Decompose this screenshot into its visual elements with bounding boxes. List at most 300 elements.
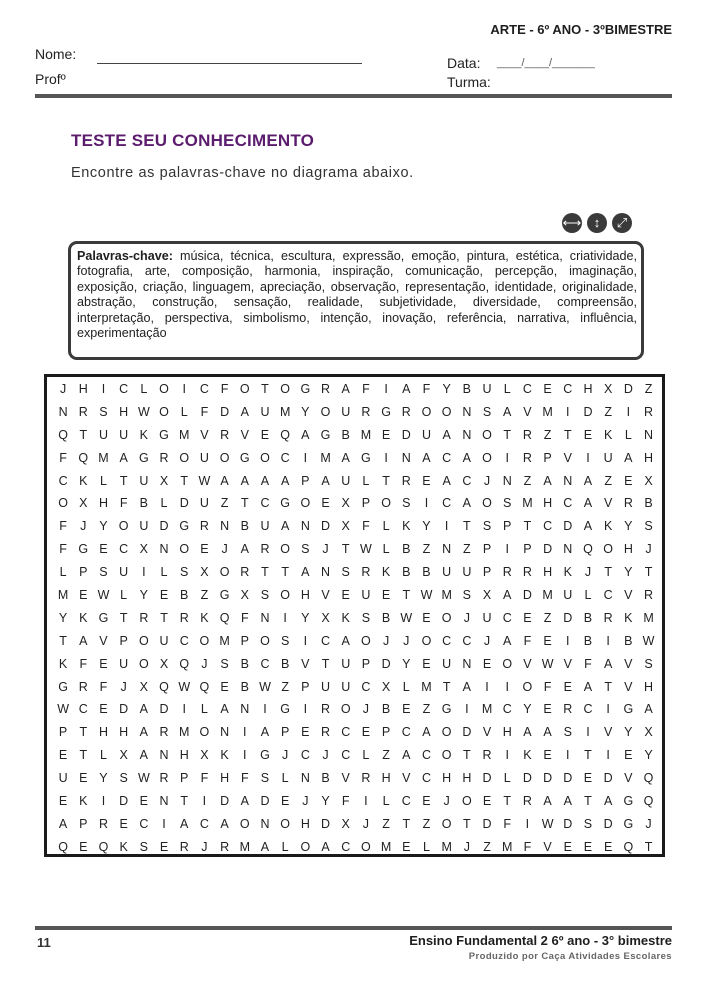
grid-cell[interactable]: O [118,519,129,534]
grid-cell[interactable]: H [543,565,553,580]
grid-cell[interactable]: D [401,427,411,442]
grid-cell[interactable]: K [79,473,88,488]
grid-cell[interactable]: A [583,473,593,488]
grid-cell[interactable]: K [381,565,391,580]
grid-cell[interactable]: Q [280,427,291,442]
grid-cell[interactable]: D [220,404,230,419]
grid-cell[interactable]: M [179,427,190,442]
grid-cell[interactable]: D [321,816,331,831]
grid-cell[interactable]: T [382,473,390,488]
grid-cell[interactable]: Y [422,519,431,534]
grid-cell[interactable]: U [421,427,431,442]
grid-cell[interactable]: K [79,794,88,809]
grid-cell[interactable]: B [180,588,189,603]
grid-cell[interactable]: L [382,542,390,557]
grid-cell[interactable]: F [59,450,67,465]
grid-cell[interactable]: F [341,794,350,809]
grid-cell[interactable]: Q [199,679,210,694]
grid-cell[interactable]: Q [643,771,654,786]
grid-cell[interactable]: Q [583,542,593,557]
grid-cell[interactable]: Y [99,771,108,786]
grid-cell[interactable]: G [623,794,634,809]
grid-cell[interactable]: X [644,473,653,488]
grid-cell[interactable]: P [503,519,512,534]
grid-cell[interactable]: V [603,725,613,740]
grid-cell[interactable]: F [523,839,532,854]
grid-cell[interactable]: R [78,679,88,694]
grid-cell[interactable]: X [482,588,492,603]
grid-cell[interactable]: I [606,633,610,648]
grid-cell[interactable]: T [79,748,88,763]
grid-cell[interactable]: E [260,427,270,442]
grid-cell[interactable]: Y [58,610,68,625]
grid-cell[interactable]: H [543,496,553,511]
grid-cell[interactable]: J [282,748,289,763]
grid-cell[interactable]: A [301,427,310,442]
grid-cell[interactable]: E [624,748,633,763]
grid-cell[interactable]: I [525,816,530,831]
grid-cell[interactable]: S [119,771,128,786]
grid-cell[interactable]: T [644,565,653,580]
grid-cell[interactable]: O [179,450,190,465]
grid-cell[interactable]: I [566,633,570,648]
grid-cell[interactable]: P [79,565,88,580]
grid-cell[interactable]: B [341,427,350,442]
grid-cell[interactable]: G [623,702,634,717]
grid-cell[interactable]: O [482,496,492,511]
grid-cell[interactable]: N [563,473,573,488]
grid-cell[interactable]: O [280,816,291,831]
grid-cell[interactable]: E [422,794,431,809]
grid-cell[interactable]: J [483,633,491,648]
grid-cell[interactable]: S [644,656,653,671]
grid-cell[interactable]: E [422,656,431,671]
grid-cell[interactable]: X [139,542,149,557]
grid-cell[interactable]: C [361,679,371,694]
grid-cell[interactable]: B [402,542,411,557]
grid-cell[interactable]: S [99,404,108,419]
grid-cell[interactable]: X [603,382,613,396]
grid-cell[interactable]: J [645,816,652,831]
grid-cell[interactable]: C [421,771,431,786]
grid-cell[interactable]: A [139,748,149,763]
grid-cell[interactable]: I [101,382,106,396]
grid-cell[interactable]: P [543,450,552,465]
grid-cell[interactable]: R [98,816,108,831]
grid-cell[interactable]: I [243,748,247,763]
grid-cell[interactable]: O [199,633,210,648]
grid-cell[interactable]: F [79,656,88,671]
grid-cell[interactable]: G [78,542,89,557]
grid-cell[interactable]: O [441,816,452,831]
grid-cell[interactable]: O [441,725,452,740]
grid-cell[interactable]: L [362,748,370,763]
grid-cell[interactable]: E [381,427,391,442]
grid-cell[interactable]: K [220,748,229,763]
grid-cell[interactable]: D [563,771,573,786]
grid-cell[interactable]: V [563,450,572,465]
grid-cell[interactable]: M [320,450,331,465]
grid-cell[interactable]: A [583,519,593,534]
grid-cell[interactable]: B [644,496,653,511]
grid-cell[interactable]: A [240,404,249,419]
grid-cell[interactable]: X [240,588,249,603]
grid-cell[interactable]: D [623,382,633,396]
grid-cell[interactable]: O [58,496,68,511]
grid-cell[interactable]: U [98,427,108,442]
grid-cell[interactable]: R [361,404,371,419]
grid-cell[interactable]: B [381,610,391,625]
grid-cell[interactable]: A [462,496,472,511]
grid-cell[interactable]: T [160,610,168,625]
grid-cell[interactable]: R [401,473,411,488]
grid-cell[interactable]: N [220,519,230,534]
grid-cell[interactable]: A [422,450,431,465]
grid-cell[interactable]: F [503,816,512,831]
grid-cell[interactable]: S [99,565,108,580]
grid-cell[interactable]: D [563,816,573,831]
grid-cell[interactable]: J [382,633,390,648]
grid-cell[interactable]: U [260,404,270,419]
grid-cell[interactable]: U [159,633,169,648]
grid-cell[interactable]: Z [604,404,612,419]
grid-cell[interactable]: J [362,702,370,717]
grid-cell[interactable]: J [645,542,652,557]
grid-cell[interactable]: E [543,382,552,396]
grid-cell[interactable]: I [505,748,509,763]
data-field[interactable]: ____/____/_______ [497,57,595,69]
grid-cell[interactable]: I [505,450,509,465]
grid-cell[interactable]: S [462,588,472,603]
grid-cell[interactable]: I [384,450,388,465]
grid-cell[interactable]: U [442,656,452,671]
grid-cell[interactable]: N [442,542,452,557]
grid-cell[interactable]: P [301,679,310,694]
grid-cell[interactable]: G [320,427,331,442]
grid-cell[interactable]: A [260,725,270,740]
grid-cell[interactable]: R [502,565,512,580]
grid-cell[interactable]: S [260,771,270,786]
grid-cell[interactable]: V [624,588,633,603]
grid-cell[interactable]: E [361,725,371,740]
grid-cell[interactable]: E [99,542,108,557]
grid-cell[interactable]: X [644,725,653,740]
grid-cell[interactable]: C [543,519,553,534]
grid-cell[interactable]: V [341,771,350,786]
grid-cell[interactable]: A [442,427,451,442]
grid-cell[interactable]: T [503,794,512,809]
grid-cell[interactable]: H [98,725,108,740]
grid-cell[interactable]: N [321,565,331,580]
grid-cell[interactable]: B [624,633,633,648]
grid-cell[interactable]: Q [219,610,230,625]
grid-cell[interactable]: K [58,656,68,671]
grid-cell[interactable]: O [381,496,391,511]
grid-cell[interactable]: E [139,794,149,809]
grid-cell[interactable]: E [624,473,633,488]
grid-cell[interactable]: U [361,588,371,603]
grid-cell[interactable]: H [381,771,391,786]
grid-cell[interactable]: S [402,496,411,511]
grid-cell[interactable]: S [644,519,653,534]
grid-cell[interactable]: U [462,565,472,580]
grid-cell[interactable]: G [280,702,291,717]
grid-cell[interactable]: I [505,679,509,694]
grid-cell[interactable]: A [301,565,310,580]
grid-cell[interactable]: M [98,450,109,465]
grid-cell[interactable]: C [260,656,270,671]
grid-cell[interactable]: U [119,427,129,442]
grid-cell[interactable]: L [624,427,632,442]
grid-cell[interactable]: N [159,748,169,763]
grid-cell[interactable]: O [199,725,210,740]
grid-cell[interactable]: M [542,588,553,603]
grid-cell[interactable]: B [583,610,593,625]
grid-cell[interactable]: C [583,702,593,717]
grid-cell[interactable]: N [220,725,230,740]
grid-cell[interactable]: O [421,404,432,419]
grid-cell[interactable]: X [79,496,88,511]
grid-cell[interactable]: I [424,496,429,511]
grid-cell[interactable]: W [178,679,191,694]
grid-cell[interactable]: G [381,404,391,419]
grid-cell[interactable]: T [119,473,128,488]
grid-cell[interactable]: O [300,496,311,511]
grid-cell[interactable]: V [624,771,633,786]
grid-cell[interactable]: C [563,496,573,511]
grid-cell[interactable]: B [381,702,391,717]
grid-cell[interactable]: C [300,748,310,763]
grid-cell[interactable]: F [220,382,229,396]
grid-cell[interactable]: X [321,610,330,625]
grid-cell[interactable]: C [462,633,472,648]
grid-cell[interactable]: T [644,839,653,854]
grid-cell[interactable]: H [220,771,230,786]
grid-cell[interactable]: H [179,748,189,763]
grid-cell[interactable]: E [482,656,492,671]
grid-cell[interactable]: S [260,588,270,603]
grid-cell[interactable]: E [79,839,88,854]
grid-cell[interactable]: E [583,771,593,786]
grid-cell[interactable]: A [543,725,552,740]
grid-cell[interactable]: T [604,565,612,580]
grid-cell[interactable]: P [482,565,492,580]
grid-cell[interactable]: U [260,519,270,534]
grid-cell[interactable]: I [182,382,186,396]
grid-cell[interactable]: A [341,633,350,648]
grid-cell[interactable]: E [402,702,411,717]
grid-cell[interactable]: T [180,794,189,809]
grid-cell[interactable]: H [78,382,88,396]
grid-cell[interactable]: B [321,771,330,786]
grid-cell[interactable]: N [260,816,270,831]
grid-cell[interactable]: O [219,450,230,465]
grid-cell[interactable]: H [442,771,452,786]
grid-cell[interactable]: A [119,450,128,465]
grid-cell[interactable]: L [382,519,390,534]
grid-cell[interactable]: O [138,656,149,671]
grid-cell[interactable]: G [219,588,230,603]
grid-cell[interactable]: C [341,748,351,763]
grid-cell[interactable]: U [563,588,573,603]
grid-cell[interactable]: I [384,382,388,396]
grid-cell[interactable]: L [382,794,390,809]
grid-cell[interactable]: T [563,427,572,442]
grid-cell[interactable]: Z [281,679,289,694]
grid-cell[interactable]: N [401,450,411,465]
grid-cell[interactable]: N [240,702,250,717]
grid-cell[interactable]: Y [624,725,633,740]
grid-cell[interactable]: G [179,519,190,534]
grid-cell[interactable]: A [462,450,472,465]
grid-cell[interactable]: O [361,633,371,648]
grid-cell[interactable]: P [58,725,68,740]
grid-cell[interactable]: V [99,633,108,648]
grid-cell[interactable]: L [120,588,128,603]
grid-cell[interactable]: E [543,748,552,763]
grid-cell[interactable]: E [543,702,552,717]
grid-cell[interactable]: A [79,633,88,648]
grid-cell[interactable]: H [623,542,633,557]
grid-cell[interactable]: D [543,542,553,557]
grid-cell[interactable]: L [422,839,430,854]
grid-cell[interactable]: O [482,427,492,442]
grid-cell[interactable]: E [603,839,613,854]
grid-cell[interactable]: Y [301,610,310,625]
grid-cell[interactable]: O [441,748,452,763]
grid-cell[interactable]: D [603,771,613,786]
grid-cell[interactable]: S [503,496,512,511]
grid-cell[interactable]: P [119,633,128,648]
grid-cell[interactable]: L [503,771,511,786]
grid-cell[interactable]: Z [382,748,390,763]
grid-cell[interactable]: I [303,702,308,717]
grid-cell[interactable]: K [341,610,350,625]
grid-cell[interactable]: M [441,588,452,603]
grid-cell[interactable]: C [260,496,270,511]
grid-cell[interactable]: A [321,473,330,488]
grid-cell[interactable]: A [543,794,552,809]
grid-cell[interactable]: P [523,542,532,557]
grid-cell[interactable]: I [566,748,570,763]
grid-cell[interactable]: U [119,656,129,671]
grid-cell[interactable]: B [280,656,290,671]
grid-cell[interactable]: K [603,519,613,534]
grid-cell[interactable]: L [281,839,289,854]
grid-cell[interactable]: T [523,519,532,534]
grid-cell[interactable]: P [381,725,391,740]
grid-cell[interactable]: U [58,771,68,786]
grid-cell[interactable]: O [421,633,432,648]
grid-cell[interactable]: U [139,519,149,534]
grid-cell[interactable]: P [180,771,189,786]
grid-cell[interactable]: O [239,816,250,831]
grid-cell[interactable]: B [583,633,593,648]
grid-cell[interactable]: Y [321,794,330,809]
grid-cell[interactable]: U [341,679,351,694]
grid-cell[interactable]: A [563,794,572,809]
grid-cell[interactable]: E [523,610,532,625]
grid-cell[interactable]: D [260,794,270,809]
grid-cell[interactable]: W [97,588,110,603]
grid-cell[interactable]: D [159,702,169,717]
grid-cell[interactable]: D [563,610,573,625]
grid-cell[interactable]: Q [58,427,68,442]
grid-cell[interactable]: L [402,679,410,694]
grid-cell[interactable]: V [563,656,572,671]
grid-cell[interactable]: T [79,725,88,740]
grid-cell[interactable]: H [462,771,472,786]
grid-cell[interactable]: M [179,725,190,740]
grid-cell[interactable]: U [199,496,209,511]
grid-cell[interactable]: D [381,656,391,671]
grid-cell[interactable]: J [463,610,470,625]
grid-cell[interactable]: I [586,450,590,465]
grid-cell[interactable]: Y [442,382,451,396]
grid-cell[interactable]: E [200,542,209,557]
grid-cell[interactable]: J [80,519,87,534]
grid-cell[interactable]: O [260,633,270,648]
grid-cell[interactable]: D [482,771,492,786]
grid-cell[interactable]: V [603,496,613,511]
grid-cell[interactable]: J [322,748,329,763]
grid-cell[interactable]: D [462,725,472,740]
grid-cell[interactable]: E [79,771,88,786]
grid-cell[interactable]: C [522,382,532,396]
grid-cell[interactable]: N [563,542,573,557]
grid-cell[interactable]: D [220,794,230,809]
grid-cell[interactable]: E [58,748,68,763]
grid-cell[interactable]: J [120,679,127,694]
grid-cell[interactable]: D [159,519,169,534]
grid-cell[interactable]: L [99,748,107,763]
grid-cell[interactable]: A [402,748,411,763]
grid-cell[interactable]: G [280,496,291,511]
grid-cell[interactable]: Q [78,450,89,465]
grid-cell[interactable]: N [462,404,472,419]
grid-cell[interactable]: R [220,427,230,442]
grid-cell[interactable]: U [119,565,129,580]
grid-cell[interactable]: M [239,839,250,854]
grid-cell[interactable]: V [523,404,532,419]
grid-cell[interactable]: T [584,748,592,763]
grid-cell[interactable]: V [523,656,532,671]
grid-cell[interactable]: E [159,588,169,603]
grid-cell[interactable]: T [503,427,512,442]
grid-cell[interactable]: T [402,588,411,603]
grid-cell[interactable]: O [482,450,492,465]
grid-cell[interactable]: I [364,794,368,809]
grid-cell[interactable]: R [563,702,573,717]
grid-cell[interactable]: L [200,702,208,717]
grid-cell[interactable]: T [321,656,330,671]
grid-cell[interactable]: A [422,725,431,740]
grid-cell[interactable]: I [606,748,610,763]
grid-cell[interactable]: A [442,473,451,488]
grid-cell[interactable]: U [199,450,209,465]
grid-cell[interactable]: O [603,542,614,557]
grid-cell[interactable]: I [465,702,469,717]
grid-cell[interactable]: A [280,519,290,534]
grid-cell[interactable]: R [199,519,209,534]
grid-cell[interactable]: I [202,794,207,809]
grid-cell[interactable]: U [341,404,351,419]
grid-cell[interactable]: C [421,748,431,763]
grid-cell[interactable]: F [362,519,370,534]
grid-cell[interactable]: O [522,679,533,694]
grid-cell[interactable]: J [302,794,309,809]
grid-cell[interactable]: T [119,610,128,625]
